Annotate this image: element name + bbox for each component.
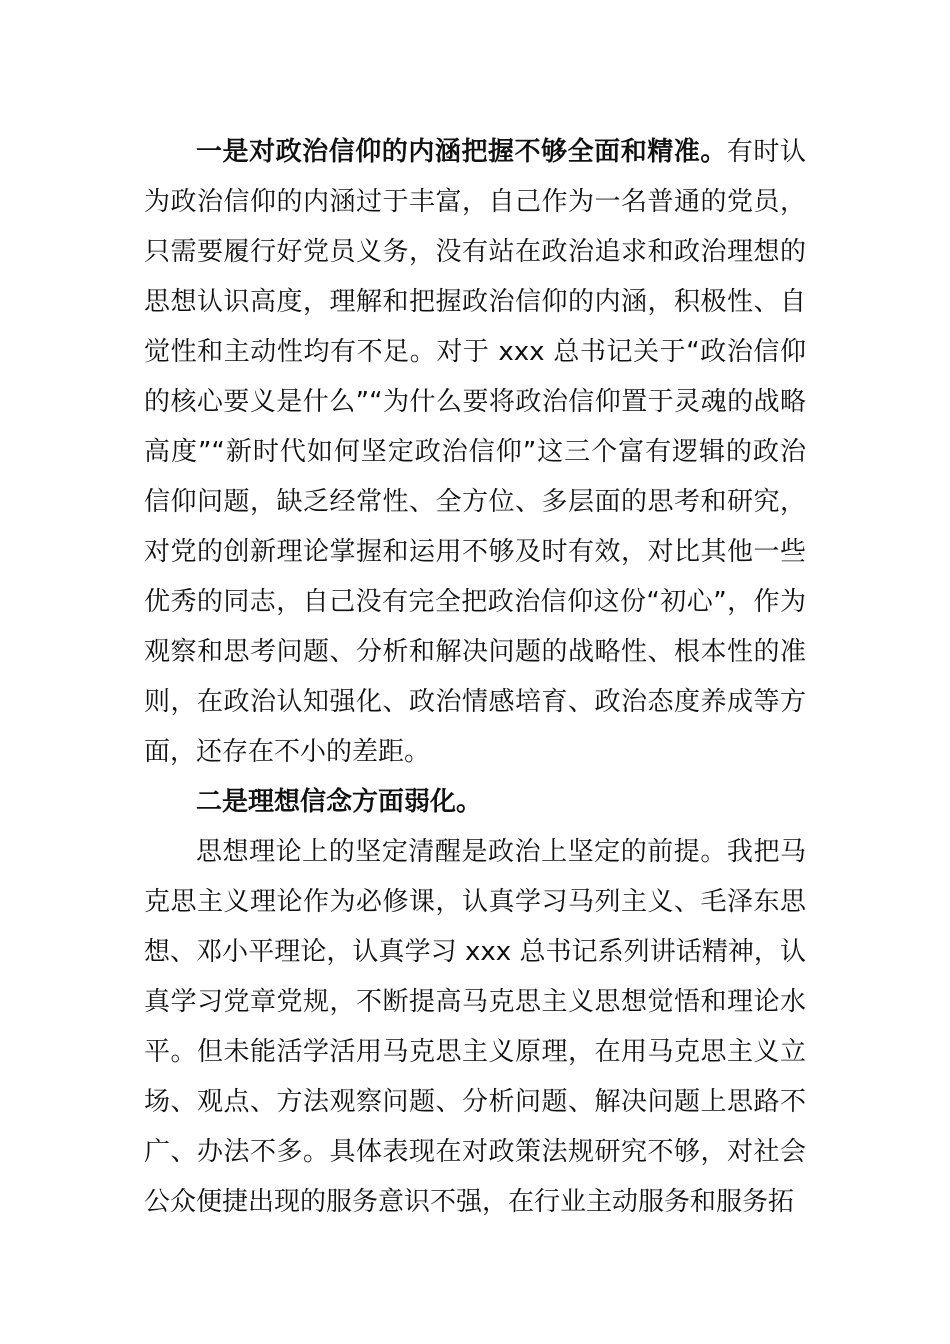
paragraph-theory-study: 思想理论上的坚定清醒是政治上坚定的前提。我把马克思主义理论作为必修课，认真学习马列主义、毛泽东思想、邓小平理论，认真学习 xxx 总书记系列讲话精神，认真学习党章党规，不断提高马克思主义思想觉悟和理论水平。但未能活学活用马克思主义原理，在用马克思主义立场、观点、方法观察问题、分析问题、解决问题上思路不广、办法不多。具体表现在对政策法规研究不够，对社会公众便捷出现的服务意识不强，在行业主动服务和服务拓 <box>144 837 806 1217</box>
paragraph-lead-bold: 一是对政治信仰的内涵把握不够全面和精准。 <box>196 137 727 167</box>
section-heading-ideals: 二是理想信念方面弱化。 <box>196 787 483 817</box>
paragraph-political-belief <box>144 127 806 777</box>
document-body <box>144 127 806 1227</box>
paragraph-body-text: 有时认为政治信仰的内涵过于丰富，自己作为一名普通的党员，只需要履行好党员义务，没有站在政治追求和政治理想的思想认识高度，理解和把握政治信仰的内涵，积极性、自觉性和主动性均有不足。对于 xxx 总书记关于“政治信仰的核心要义是什么”“为什么要将政治信仰置于灵魂的战略高度”“新时代如何坚定政治信仰”这三个富有逻辑的政治信仰问题，缺乏经常性、全方位、多层面的思考和研究，对党的创新理论掌握和运用不够及时有效，对比其他一些优秀的同志，自己没有完全把政治信仰这份“初心”，作为观察和思考问题、分析和解决问题的战略性、根本性的准则，在政治认知强化、政治情感培育、政治态度养成等方面，还存在不小的差距。 <box>144 137 806 767</box>
